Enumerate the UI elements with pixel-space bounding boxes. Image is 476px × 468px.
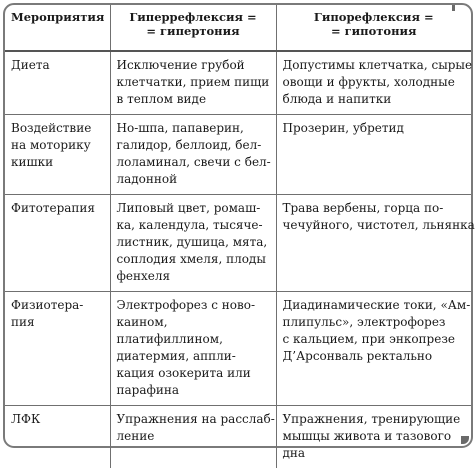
header-hyper-line-1: Гиперрефлексия = xyxy=(117,10,270,24)
cell-hypo xyxy=(276,51,471,115)
header-measures xyxy=(5,5,110,51)
cell-hyper xyxy=(110,51,276,115)
cell-line: овощи и фрукты, холодные xyxy=(283,74,466,91)
cell-measure xyxy=(5,406,110,468)
cell-hypo xyxy=(276,115,471,195)
table-frame xyxy=(3,3,473,448)
cell-line: Фитотерапия xyxy=(11,200,104,217)
cell-line: Диета xyxy=(11,57,104,74)
cell-measure xyxy=(5,195,110,292)
cell-line: ЛФК xyxy=(11,411,104,428)
table-row xyxy=(5,292,471,406)
cell-line: листник, душица, мята, xyxy=(117,234,270,251)
cell-line: дна xyxy=(283,445,466,462)
frame-top-decoration xyxy=(452,5,469,11)
cell-line: ление xyxy=(117,428,270,445)
cell-line: блюда и напитки xyxy=(283,91,466,108)
cell-measure xyxy=(5,51,110,115)
cell-line: парафина xyxy=(117,382,270,399)
cell-line: лоламинал, свечи с бел- xyxy=(117,154,270,171)
cell-line: ка, календула, тысяче- xyxy=(117,217,270,234)
cell-line: Д’Арсонваль ректально xyxy=(283,348,466,365)
header-hyporeflexia xyxy=(276,5,471,51)
cell-line: Диадинамические токи, «Ам- xyxy=(283,297,466,314)
cell-line: Прозерин, убретид xyxy=(283,120,466,137)
cell-hypo xyxy=(276,292,471,406)
cell-line: кация озокерита или xyxy=(117,365,270,382)
cell-line: Упражнения, тренирующие xyxy=(283,411,466,428)
cell-line: соплодия хмеля, плоды xyxy=(117,251,270,268)
table-row xyxy=(5,115,471,195)
cell-line: пия xyxy=(11,314,104,331)
cell-line: Липовый цвет, ромаш- xyxy=(117,200,270,217)
cell-line: Допустимы клетчатка, сырые xyxy=(283,57,466,74)
cell-hyper xyxy=(110,115,276,195)
cell-hyper xyxy=(110,292,276,406)
header-measures-line: Мероприятия xyxy=(11,10,104,24)
cell-line: Трава вербены, горца по- xyxy=(283,200,466,217)
cell-line: чечуйного, чистотел, льнянка xyxy=(283,217,466,234)
cell-hypo xyxy=(276,406,471,468)
cell-line: фенхеля xyxy=(117,268,270,285)
header-hyperreflexia xyxy=(110,5,276,51)
cell-line: Электрофорез с ново- xyxy=(117,297,270,314)
cell-hypo xyxy=(276,195,471,292)
cell-line: клетчатки, прием пищи xyxy=(117,74,270,91)
header-hyper-line-2: = гипертония xyxy=(117,24,270,38)
cell-line: в теплом виде xyxy=(117,91,270,108)
header-hypo-line-2: = гипотония xyxy=(283,24,466,38)
cell-line: ладонной xyxy=(117,171,270,188)
cell-hyper xyxy=(110,406,276,468)
cell-line: каином, платифиллином, диатермия, аппли- xyxy=(117,314,270,365)
cell-line: Исключение грубой xyxy=(117,57,270,74)
cell-line: с кальцием, при энкопрезе xyxy=(283,331,466,348)
cell-line: кишки xyxy=(11,154,104,171)
header-hypo-line-1: Гипорефлексия = xyxy=(283,10,466,24)
table-row xyxy=(5,406,471,468)
cell-line: плипульс», электрофорез xyxy=(283,314,466,331)
cell-line: Воздействие xyxy=(11,120,104,137)
cell-line: Упражнения на расслаб- xyxy=(117,411,270,428)
cell-line: галидор, беллоид, бел- xyxy=(117,137,270,154)
cell-line: мышцы живота и тазового xyxy=(283,428,466,445)
table-row xyxy=(5,195,471,292)
treatment-table xyxy=(5,5,471,468)
cell-measure xyxy=(5,292,110,406)
table-header-row xyxy=(5,5,471,51)
cell-line: на моторику xyxy=(11,137,104,154)
cell-measure xyxy=(5,115,110,195)
cell-line: Но-шпа, папаверин, xyxy=(117,120,270,137)
cell-line: Физиотера- xyxy=(11,297,104,314)
cell-hyper xyxy=(110,195,276,292)
table-row xyxy=(5,51,471,115)
